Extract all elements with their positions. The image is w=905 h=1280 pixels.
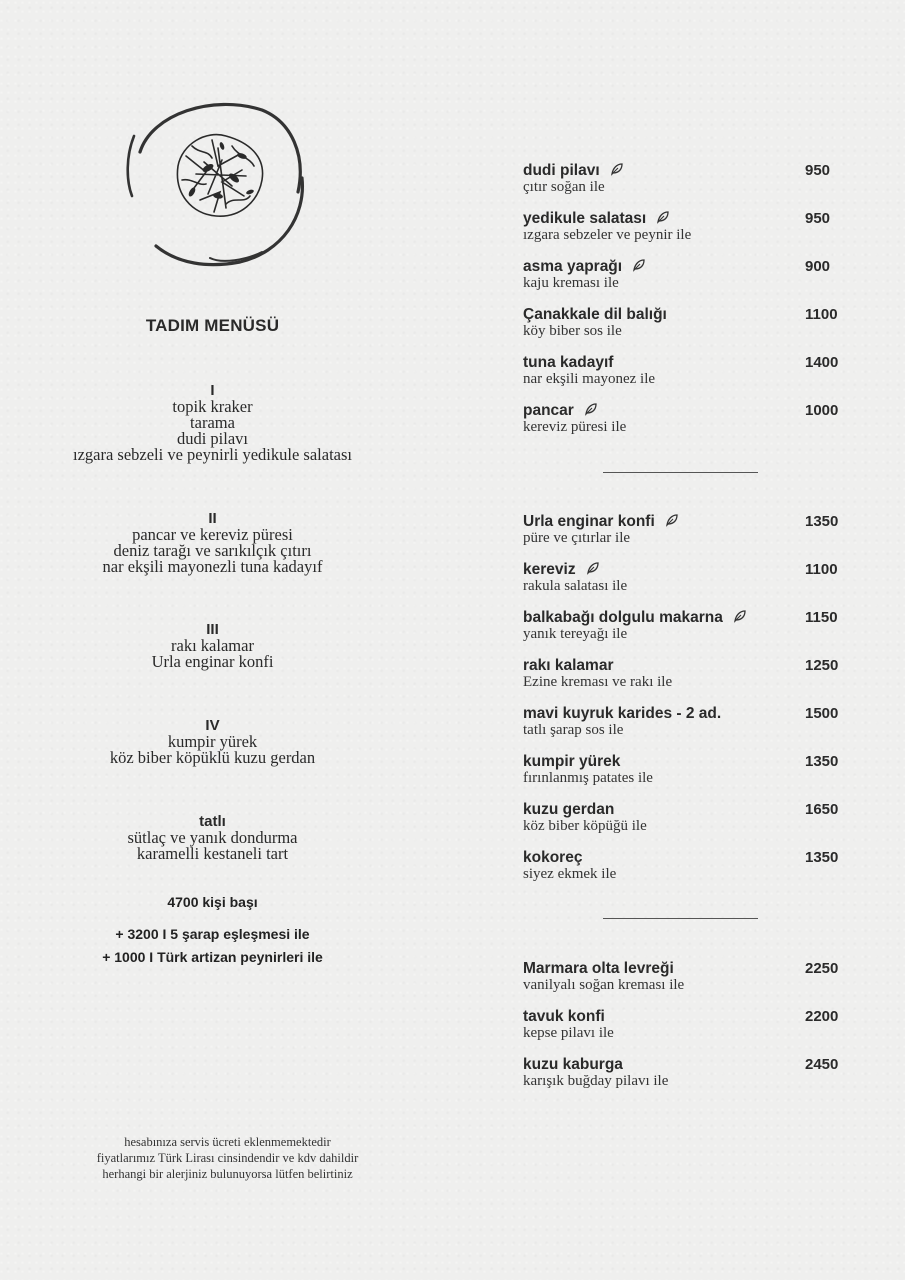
menu-item-description: köy biber sos ile (523, 323, 622, 339)
menu-item-name (523, 1056, 623, 1074)
menu-item-price: 1100 (805, 561, 838, 578)
menu-item-description: kaju kreması ile (523, 275, 619, 291)
menu-item-name-text: tuna kadayıf (523, 354, 614, 371)
menu-item-description: rakula salatası ile (523, 578, 628, 594)
course-numeral: II (208, 510, 217, 527)
menu-item-name-text: kuzu gerdan (523, 801, 615, 818)
tasting-menu-title: TADIM MENÜSÜ (145, 316, 280, 335)
menu-item-name (523, 210, 670, 228)
menu-item (523, 162, 843, 208)
tasting-course (0, 718, 425, 766)
menu-item-name (523, 960, 674, 978)
course-dish: deniz tarağı ve sarıkılçık çıtırı (113, 541, 312, 560)
menu-item (523, 609, 843, 655)
menu-item-description: püre ve çıtırlar ile (523, 530, 631, 546)
menu-item (523, 561, 843, 607)
menu-item-description: kereviz püresi ile (523, 419, 627, 435)
menu-item (523, 960, 843, 1006)
course-dish: topik kraker (172, 397, 253, 416)
menu-item-name-text: kuzu kaburga (523, 1056, 623, 1073)
menu-item-name-text: kumpir yürek (523, 753, 621, 770)
footnote-line: hesabınıza servis ücreti eklenmemektedir (124, 1135, 331, 1149)
menu-item-description: tatlı şarap sos ile (523, 722, 624, 738)
course-dish: rakı kalamar (171, 636, 254, 655)
menu-item-price: 950 (805, 162, 831, 179)
menu-item (523, 705, 843, 751)
menu-item-price: 1350 (805, 849, 839, 866)
menu-item-price: 1250 (805, 657, 839, 674)
menu-item-name-text: Marmara olta levreği (523, 960, 674, 977)
menu-item (523, 801, 843, 847)
leaf-icon (665, 513, 679, 527)
course-dish: sütlaç ve yanık dondurma (127, 828, 298, 847)
menu-item-name (523, 258, 646, 276)
menu-item-description: Ezine kreması ve rakı ile (523, 674, 673, 690)
menu-item-description: köz biber köpüğü ile (523, 818, 647, 834)
menu-item-description: vanilyalı soğan kreması ile (523, 977, 685, 993)
menu-item-price: 1650 (805, 801, 839, 818)
menu-item (523, 1056, 843, 1102)
footnote-line: fiyatlarımız Türk Lirası cinsindendir ve kdv dahildir (96, 1151, 359, 1165)
menu-item-name (523, 162, 624, 180)
course-dish: nar ekşili mayonezli tuna kadayıf (102, 557, 323, 576)
menu-item-name (523, 402, 598, 420)
menu-item-price: 1150 (805, 609, 838, 626)
menu-item-name-text: dudi pilavı (523, 162, 600, 179)
section-divider (603, 918, 758, 919)
menu-item-price: 1100 (805, 306, 838, 323)
menu-item-name (523, 657, 614, 675)
menu-item-name (523, 561, 600, 579)
menu-item-name-text: asma yaprağı (523, 258, 623, 275)
course-dish: dudi pilavı (176, 429, 249, 448)
leaf-icon (586, 561, 600, 575)
course-numeral: III (206, 621, 219, 638)
course-numeral: IV (205, 717, 220, 734)
menu-item-name-text: rakı kalamar (523, 657, 614, 674)
menu-item-name-text: kereviz (523, 561, 576, 578)
course-dish: karamelli kestaneli tart (136, 844, 289, 863)
menu-item (523, 402, 843, 448)
menu-item-description: ızgara sebzeler ve peynir ile (523, 227, 692, 243)
menu-item (523, 258, 843, 304)
menu-item-description: siyez ekmek ile (523, 866, 617, 882)
leaf-icon (632, 258, 646, 272)
menu-item (523, 513, 843, 559)
tasting-course (0, 511, 425, 575)
menu-item-name-text: Urla enginar konfi (523, 513, 655, 530)
course-numeral: tatlı (199, 813, 226, 830)
cheese-pairing: + 1000 I Türk artizan peynirleri ile (102, 949, 323, 965)
menu-item-name (523, 753, 620, 771)
section-divider (603, 472, 758, 473)
menu-item (523, 210, 843, 256)
menu-item-name (523, 609, 747, 627)
menu-item-price: 1000 (805, 402, 839, 419)
menu-item-price: 900 (805, 258, 831, 275)
menu-item-name (523, 354, 613, 372)
menu-item-name (523, 513, 679, 531)
plate-illustration-icon (122, 96, 306, 268)
leaf-icon (610, 162, 624, 176)
menu-item-price: 950 (805, 210, 831, 227)
leaf-icon (733, 609, 747, 623)
menu-item-price: 1500 (805, 705, 839, 722)
menu-item-name (523, 849, 582, 867)
tasting-course (0, 383, 425, 463)
leaf-icon (656, 210, 670, 224)
menu-item (523, 306, 843, 352)
course-dish: köz biber köpüklü kuzu gerdan (109, 748, 316, 767)
menu-item-name (523, 705, 721, 723)
course-numeral: I (210, 382, 215, 399)
course-dish: tarama (190, 413, 235, 432)
menu-item-name-text: mavi kuyruk karides - 2 ad. (523, 705, 722, 722)
menu-item-price: 2200 (805, 1008, 839, 1025)
menu-item (523, 1008, 843, 1054)
course-dish: ızgara sebzeli ve peynirli yedikule salatası (72, 445, 352, 464)
menu-item-description: karışık buğday pilavı ile (523, 1073, 669, 1089)
footnotes (40, 1134, 415, 1182)
menu-item (523, 657, 843, 703)
menu-item (523, 849, 843, 895)
tasting-course (0, 814, 425, 862)
course-dish: pancar ve kereviz püresi (132, 525, 293, 544)
menu-item-name-text: balkabağı dolgulu makarna (523, 609, 723, 626)
menu-item-price: 1400 (805, 354, 839, 371)
course-dish: kumpir yürek (167, 732, 258, 751)
menu-item-price: 1350 (805, 513, 839, 530)
tasting-course (0, 622, 425, 670)
menu-item-description: çıtır soğan ile (523, 179, 605, 195)
tasting-price: 4700 kişi başı (167, 894, 258, 910)
course-dish: Urla enginar konfi (151, 652, 274, 671)
menu-item (523, 753, 843, 799)
footnote-line: herhangi bir alerjiniz bulunuyorsa lütfen belirtiniz (102, 1167, 353, 1181)
menu-item-name-text: kokoreç (523, 849, 583, 866)
menu-item-name-text: Çanakkale dil balığı (523, 306, 667, 323)
menu-item-description: yanık tereyağı ile (523, 626, 628, 642)
menu-item-price: 2450 (805, 1056, 839, 1073)
menu-item-price: 2250 (805, 960, 839, 977)
menu-item-name-text: tavuk konfi (523, 1008, 605, 1025)
menu-item (523, 354, 843, 400)
menu-item-description: nar ekşili mayonez ile (523, 371, 656, 387)
menu-item-description: kepse pilavı ile (523, 1025, 614, 1041)
leaf-icon (584, 402, 598, 416)
menu-item-name (523, 1008, 605, 1026)
menu-item-price: 1350 (805, 753, 839, 770)
wine-pairing: + 3200 I 5 şarap eşleşmesi ile (115, 926, 310, 942)
menu-item-name-text: yedikule salatası (523, 210, 647, 227)
menu-item-description: fırınlanmış patates ile (523, 770, 653, 786)
menu-item-name (523, 306, 667, 324)
menu-item-name-text: pancar (523, 402, 574, 419)
menu-item-name (523, 801, 614, 819)
